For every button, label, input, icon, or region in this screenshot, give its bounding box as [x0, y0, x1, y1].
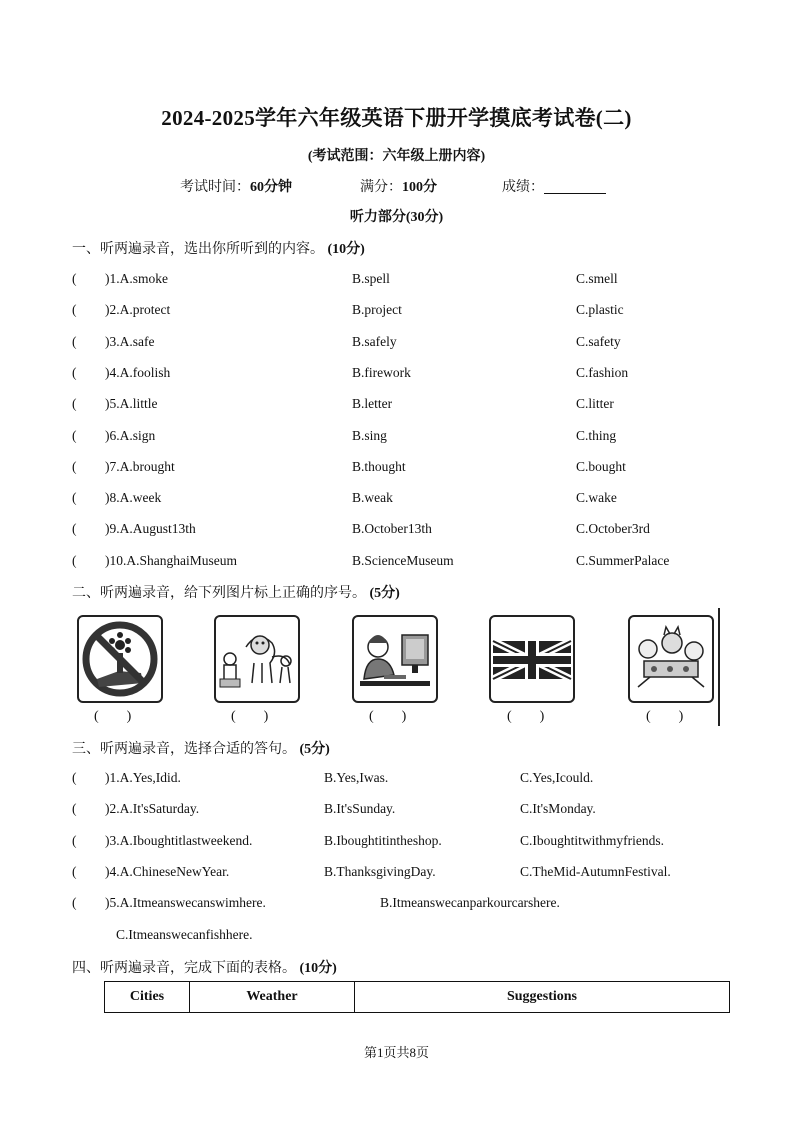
option-b: B.project [352, 302, 402, 318]
full-label: 满分： [360, 180, 402, 195]
option-b: B.letter [352, 396, 393, 412]
option-a: )1.A.smoke [105, 271, 168, 286]
option-c: C.SummerPalace [576, 552, 670, 568]
section1-question [0, 521, 793, 541]
picture4-blank[interactable]: ( ) [507, 709, 545, 724]
section4-title: 四、听两遍录音，完成下面的表格。 [72, 961, 296, 976]
option-a: )4.A.foolish [105, 364, 171, 380]
score-blank[interactable] [544, 179, 606, 194]
option-a: )1.A.Yes,Idid. [105, 770, 181, 785]
option-b: B.Iboughtitintheshop. [324, 832, 442, 848]
section1-question [0, 459, 793, 479]
score-field [502, 176, 606, 196]
section1-question [0, 396, 793, 416]
answer-paren[interactable]: ( [72, 427, 77, 443]
animals-party-icon [628, 615, 714, 703]
answer-paren[interactable]: ( [72, 895, 77, 910]
section3-question-5 [0, 895, 793, 915]
picture1-blank[interactable]: ( ) [94, 709, 132, 724]
option-c: C.wake [576, 490, 617, 506]
option-b: B.safely [352, 333, 397, 349]
option-c: C.October3rd [576, 521, 650, 537]
picture5-blank[interactable]: ( ) [646, 709, 684, 724]
picture2-blank[interactable]: ( ) [231, 709, 269, 724]
section1-points: (10分) [327, 242, 365, 257]
section3-question [0, 864, 793, 884]
option-c: C.safety [576, 333, 621, 349]
section1-question [0, 428, 793, 448]
answer-paren[interactable]: ( [72, 490, 77, 506]
option-c: C.smell [576, 271, 618, 286]
option-c: C.plastic [576, 302, 624, 318]
option-a: )9.A.August13th [105, 521, 196, 537]
section1-question [0, 490, 793, 510]
lion-dance-icon [214, 615, 300, 703]
option-c: C.bought [576, 458, 626, 474]
option-a: )2.A.It'sSaturday. [105, 801, 200, 817]
section3-question [0, 770, 793, 790]
answer-paren[interactable]: ( [72, 271, 77, 286]
option-c: C.litter [576, 396, 614, 412]
page-title: 2024-2025学年六年级英语下册开学摸底考试卷(二) [161, 106, 632, 130]
answer-paren[interactable]: ( [72, 364, 77, 380]
header-cities: Cities [105, 982, 190, 1013]
option-c: C.Iboughtitwithmyfriends. [520, 832, 664, 848]
option-a: )4.A.ChineseNewYear. [105, 863, 230, 879]
option-b: B.firework [352, 364, 411, 380]
exam-scope: (考试范围：六年级上册内容) [307, 149, 486, 164]
section2-title: 二、听两遍录音，给下列图片标上正确的序号。 [72, 586, 366, 601]
divider-line [718, 608, 720, 726]
answer-paren[interactable]: ( [72, 552, 77, 568]
time-value: 60分钟 [250, 180, 292, 195]
section3-title: 三、听两遍录音，选择合适的答句。 [72, 742, 296, 757]
section4-heading [72, 957, 337, 977]
option-b: B.thought [352, 458, 406, 474]
option-a: )5.A.little [105, 396, 158, 412]
option-b: B.weak [352, 490, 393, 506]
section1-question [0, 271, 793, 291]
option-b: B.It'sSunday. [324, 801, 396, 817]
time-label: 考试时间： [180, 180, 250, 195]
girl-computer-icon [352, 615, 438, 703]
full-value: 100分 [402, 180, 437, 195]
option-a: )10.A.ShanghaiMuseum [105, 552, 237, 568]
option-a: )5.A.Itmeanswecanswimhere. [105, 895, 266, 910]
option-c: C.fashion [576, 364, 629, 380]
section3-heading [72, 738, 330, 758]
answer-paren[interactable]: ( [72, 801, 77, 817]
weather-table [104, 981, 730, 1013]
exam-time [180, 176, 292, 196]
section3-question-5-option-c [0, 927, 793, 947]
option-b: B.sing [352, 427, 387, 443]
section3-question [0, 801, 793, 821]
option-b: B.October13th [352, 521, 432, 537]
section3-points: (5分) [299, 742, 330, 757]
answer-paren[interactable]: ( [72, 770, 77, 785]
option-a: )8.A.week [105, 490, 162, 506]
option-a: )6.A.sign [105, 427, 156, 443]
answer-paren[interactable]: ( [72, 333, 77, 349]
option-c: C.TheMid-AutumnFestival. [520, 863, 671, 879]
section1-question [0, 553, 793, 573]
header-weather: Weather [190, 982, 355, 1013]
section1-question [0, 302, 793, 322]
listening-part-title: 听力部分(30分) [349, 210, 444, 225]
no-fireworks-sign-icon [77, 615, 163, 703]
answer-paren[interactable]: ( [72, 302, 77, 318]
section3-question [0, 833, 793, 853]
option-b: B.spell [352, 271, 390, 286]
page-number: 第1页共8页 [363, 1045, 429, 1060]
header-suggestions: Suggestions [355, 982, 730, 1013]
option-b: B.ScienceMuseum [352, 552, 454, 568]
option-c: C.Itmeanswecanfishhere. [116, 927, 253, 942]
section2-heading [72, 582, 400, 602]
option-b: B.Yes,Iwas. [324, 770, 389, 785]
option-c: C.It'sMonday. [520, 801, 596, 817]
answer-paren[interactable]: ( [72, 458, 77, 474]
table-header-row [105, 982, 730, 1013]
full-score [360, 176, 437, 196]
option-b: B.Itmeanswecanparkourcarshere. [380, 895, 560, 910]
answer-paren[interactable]: ( [72, 863, 77, 879]
answer-paren[interactable]: ( [72, 396, 77, 412]
option-a: )3.A.safe [105, 333, 155, 349]
answer-paren[interactable]: ( [72, 521, 77, 537]
option-a: )2.A.protect [105, 302, 171, 318]
answer-paren[interactable]: ( [72, 832, 77, 848]
option-c: C.thing [576, 427, 617, 443]
section2-points: (5分) [369, 586, 400, 601]
picture3-blank[interactable]: ( ) [369, 709, 407, 724]
option-b: B.ThanksgivingDay. [324, 863, 436, 879]
option-a: )3.A.Iboughtitlastweekend. [105, 832, 253, 848]
section4-points: (10分) [299, 961, 337, 976]
option-c: C.Yes,Icould. [520, 770, 594, 785]
score-label: 成绩： [502, 180, 544, 195]
section1-question [0, 334, 793, 354]
section1-question [0, 365, 793, 385]
section1-heading [72, 238, 365, 258]
option-a: )7.A.brought [105, 458, 175, 474]
section1-title: 一、听两遍录音，选出你所听到的内容。 [72, 242, 324, 257]
uk-flag-icon [489, 615, 575, 703]
